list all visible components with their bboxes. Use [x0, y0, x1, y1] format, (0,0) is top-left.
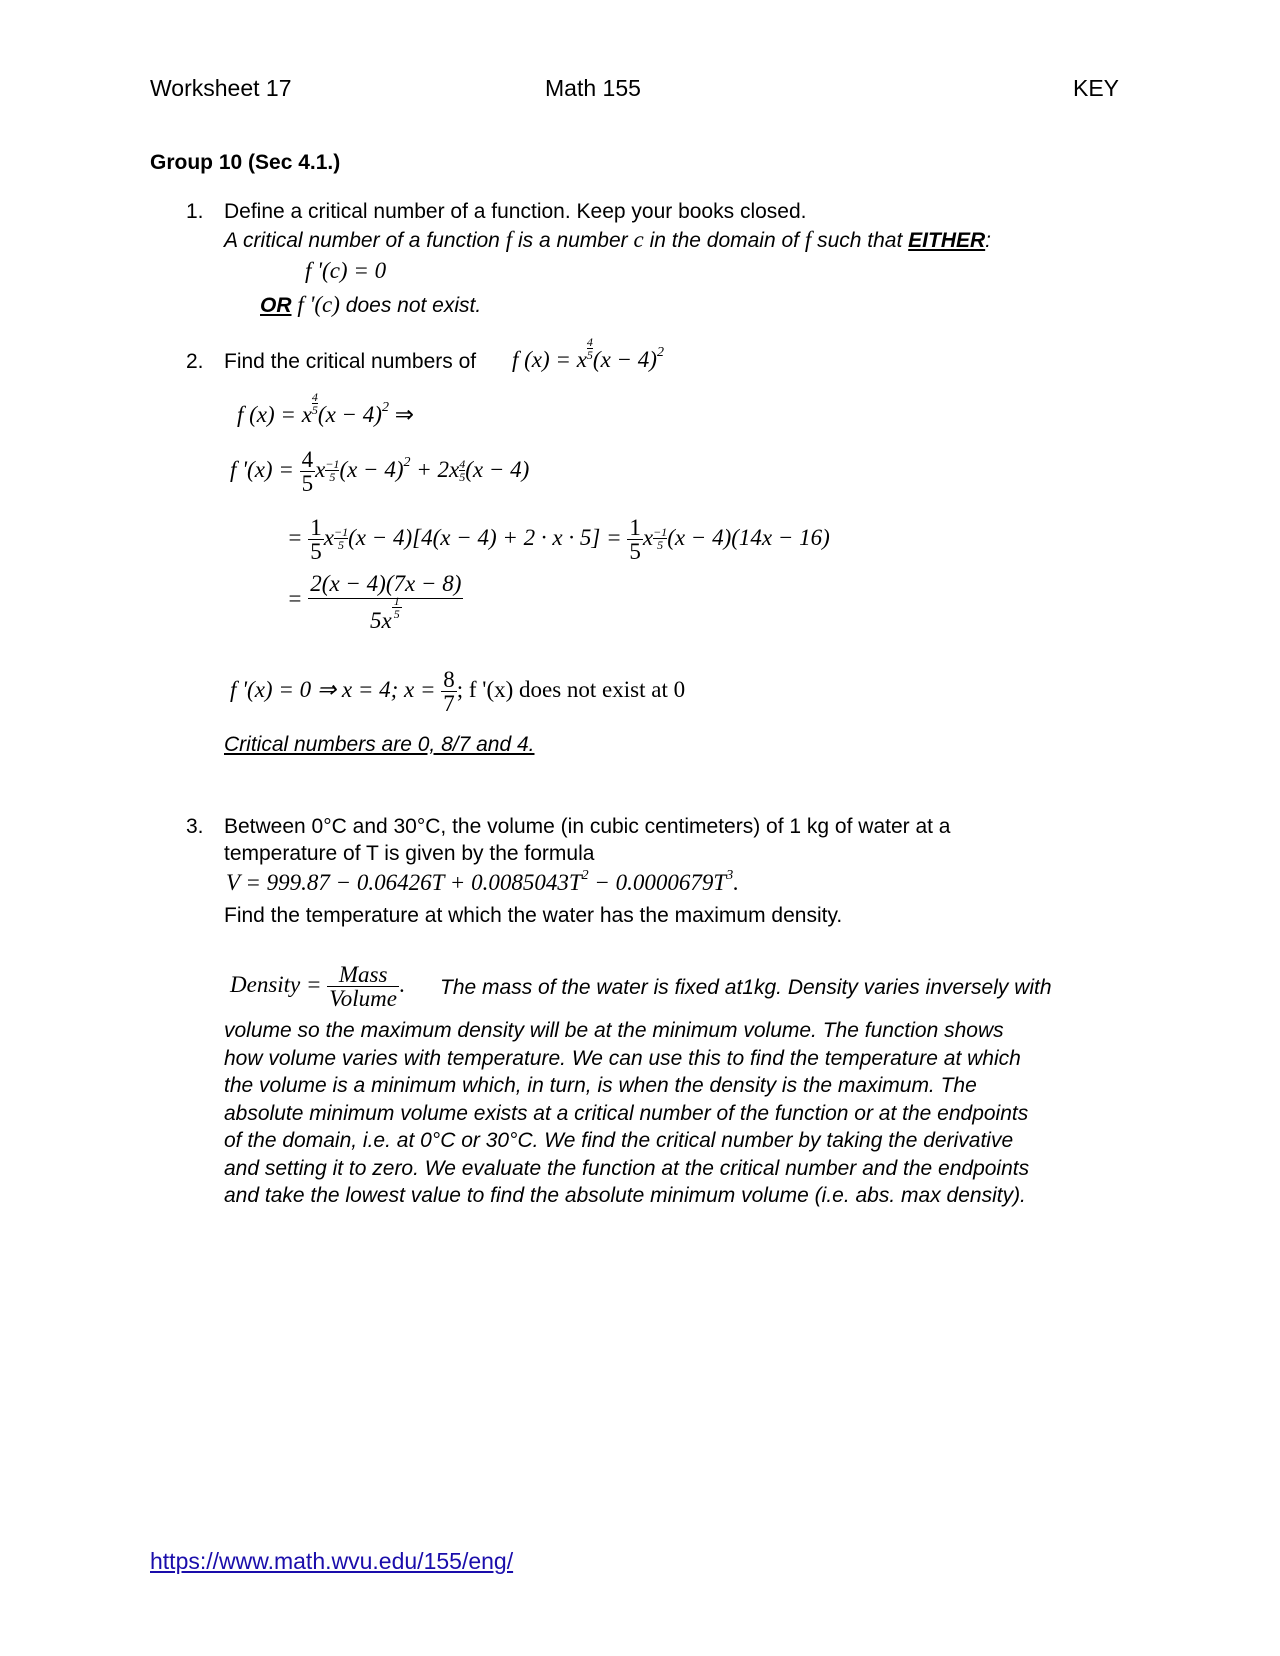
frac-den: 7 — [443, 691, 455, 716]
frac-den: 5 — [629, 539, 641, 564]
step1-head: f (x) = x — [237, 402, 312, 427]
answer-line: and take the lowest value to find the absolute minimum volume (i.e. abs. max density). — [224, 1184, 1026, 1207]
density-dot: . — [399, 971, 405, 997]
step2-neg-exponent — [325, 458, 339, 483]
exp-num: 4 — [311, 390, 318, 404]
step2-exponent — [459, 458, 465, 483]
q1-colon: : — [985, 229, 992, 252]
q3-line-2: temperature of T is given by the formula — [224, 842, 595, 865]
q1-answer-c: c — [633, 227, 644, 252]
q1-answer — [224, 227, 991, 253]
frac-den: 5 — [310, 539, 322, 564]
answer-line: of the domain, i.e. at 0°C or 30°C. We find the critical number by taking the derivative — [224, 1129, 1014, 1152]
q3-line-1: Between 0°C and 30°C, the volume (in cubic centimeters) of 1 kg of water at a — [224, 815, 951, 838]
frac-num: 4 — [301, 447, 314, 472]
formula-cube: 3 — [726, 868, 734, 883]
formula-tail: − 0.0000679T — [588, 870, 727, 895]
frac-num: 1 — [629, 515, 641, 540]
density-fraction — [327, 963, 399, 1010]
formula-dot: . — [733, 870, 739, 895]
step2-frac-4-5 — [300, 448, 316, 495]
q3-formula — [226, 870, 739, 896]
q1-number: 1. — [186, 200, 204, 223]
exp-den: 5 — [393, 607, 400, 621]
exp-num: −1 — [334, 525, 349, 539]
density-lhs: Density = — [230, 971, 322, 997]
answer-line: absolute minimum volume exists at a critical number of the function or at the endpoints — [224, 1101, 1029, 1125]
density-volume: Volume — [329, 986, 397, 1011]
step4-numerator: 2(x − 4)(7x − 8) — [310, 571, 462, 596]
density-mass: Mass — [338, 962, 388, 987]
exp-num: −1 — [653, 525, 668, 539]
header-left: Worksheet 17 — [150, 75, 292, 101]
step5-frac-8-7 — [441, 668, 457, 715]
q1-answer-pre: A critical number of a function — [224, 229, 500, 252]
q2-step-2 — [230, 448, 529, 495]
exp-den: 5 — [459, 470, 466, 484]
formula-square: 2 — [581, 868, 589, 883]
exp-num: −1 — [325, 457, 340, 471]
exp-num: 4 — [459, 457, 466, 471]
den-text: 5x — [369, 608, 392, 633]
step5-part-a: f '(x) = 0 ⇒ x = 4; x = — [230, 676, 436, 702]
q2-func-tail: (x − 4) — [592, 347, 657, 372]
q2-func-square: 2 — [656, 345, 664, 360]
answer-line: the volume is a minimum which, in turn, is when the density is the maximum. The — [224, 1074, 977, 1097]
answer-line: and setting it to zero. We evaluate the function at the critical number and the endpoints — [224, 1156, 1030, 1180]
q1-condition-1: f '(c) = 0 — [305, 258, 387, 283]
q1-answer-mid2: in the domain of — [649, 229, 799, 252]
q2-step-1 — [237, 390, 414, 428]
step2-x: x — [315, 456, 326, 482]
step2-lhs: f '(x) = — [230, 456, 294, 482]
step4-denominator — [308, 594, 463, 633]
step3-frac-1-5-b — [627, 516, 643, 563]
step1-tail: (x − 4) — [317, 402, 382, 427]
exp-num: 4 — [586, 335, 593, 349]
den-exponent — [392, 595, 402, 620]
frac-num: 1 — [310, 515, 322, 540]
q1-condition-2 — [260, 292, 481, 318]
step2-plus: + 2x — [416, 456, 460, 482]
exp-den: 5 — [325, 470, 339, 483]
q3-line-4: Find the temperature at which the water has the maximum density. — [224, 904, 843, 927]
exp-den: 5 — [334, 538, 348, 551]
header-center: Math 155 — [545, 75, 641, 101]
exp-den: 5 — [653, 538, 667, 551]
frac-den: 5 — [301, 471, 314, 496]
footer-link[interactable]: https://www.math.wvu.edu/155/eng/ — [150, 1548, 514, 1574]
q3-density-formula — [230, 963, 405, 1010]
q2-number: 2. — [186, 350, 204, 373]
q1-question: Define a critical number of a function. Keep your books closed. — [224, 200, 807, 223]
frac-num: 8 — [443, 667, 455, 692]
step3-part-a: (x − 4)[4(x − 4) + 2 · x · 5] = — [348, 524, 622, 550]
q1-cond2-math: f '(c) — [297, 292, 340, 317]
step2-square: 2 — [403, 454, 411, 470]
q2-step-5 — [230, 668, 685, 715]
step5-part-b: ; f '(x) does not exist at 0 — [456, 676, 686, 702]
q3-answer-first-line: The mass of the water is fixed at1kg. Density varies inversely with — [440, 976, 1052, 999]
q1-answer-f2: f — [804, 227, 812, 252]
step4-eq: = — [287, 586, 303, 611]
q2-func-exponent — [587, 336, 593, 361]
exp-den: 5 — [586, 348, 593, 362]
q1-or-label: OR — [260, 294, 292, 317]
step3-neg-exponent-b — [653, 526, 667, 551]
exp-den: 5 — [311, 403, 318, 417]
q3-answer-paragraph — [224, 1017, 1264, 1210]
q1-answer-f: f — [505, 227, 513, 252]
header-right: KEY — [1073, 75, 1120, 101]
step2-end: (x − 4) — [465, 456, 530, 482]
q2-step-4 — [287, 571, 463, 633]
step3-x-a: x — [323, 524, 334, 550]
q2-function — [512, 335, 664, 373]
step3-part-b: (x − 4)(14x − 16) — [667, 524, 830, 550]
step4-fraction — [308, 572, 463, 632]
step3-eq: = — [287, 524, 303, 550]
step2-mid: (x − 4) — [339, 456, 404, 482]
q2-question: Find the critical numbers of — [224, 350, 477, 373]
implies-arrow: ⇒ — [394, 402, 414, 427]
q1-answer-mid: is a number — [517, 229, 628, 252]
q2-func-head: f (x) = x — [512, 347, 587, 372]
q1-either: EITHER — [908, 229, 986, 252]
answer-line: how volume varies with temperature. We can use this to find the temperature at which — [224, 1046, 1021, 1070]
step1-exponent — [312, 391, 318, 416]
answer-line: volume so the maximum density will be at the minimum volume. The function shows — [224, 1019, 1004, 1042]
q3-number: 3. — [186, 815, 204, 838]
q1-cond2-text: does not exist. — [345, 294, 482, 317]
q1-answer-post: such that — [817, 229, 903, 252]
step3-x-b: x — [642, 524, 654, 550]
q2-step-3 — [287, 516, 830, 563]
step3-neg-exponent-a — [334, 526, 348, 551]
group-title: Group 10 (Sec 4.1.) — [150, 151, 341, 174]
step3-frac-1-5-a — [308, 516, 324, 563]
formula-head: V = 999.87 − 0.06426T + 0.0085043T — [226, 870, 582, 895]
step1-square: 2 — [381, 400, 389, 415]
q2-answer: Critical numbers are 0, 8/7 and 4. — [224, 733, 535, 756]
exp-num: 1 — [393, 594, 400, 608]
